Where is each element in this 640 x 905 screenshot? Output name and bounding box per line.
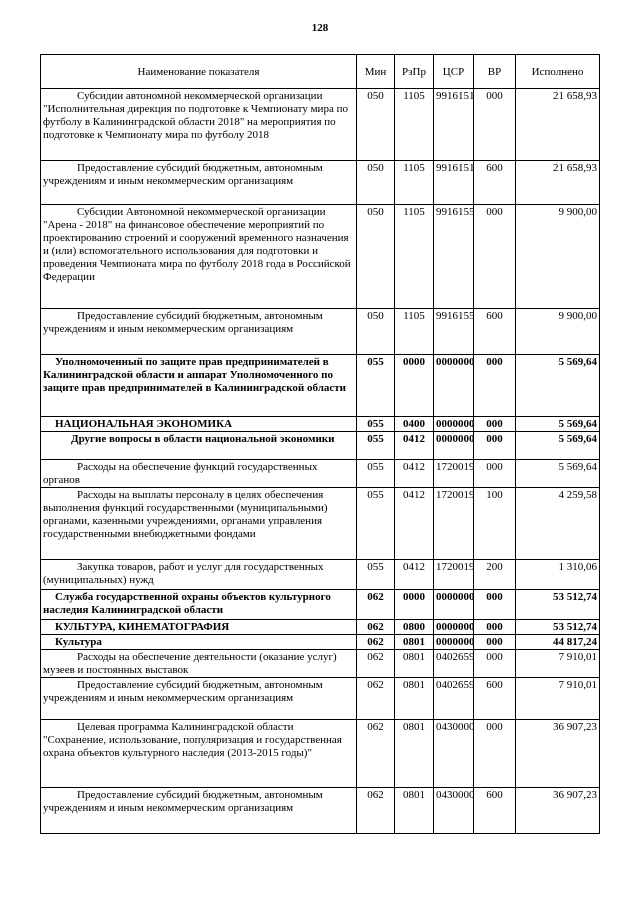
table-row [41, 460, 600, 488]
table-row [41, 205, 600, 309]
row-executed: 5 569,64 [516, 417, 600, 432]
row-vr: 000 [474, 720, 516, 788]
row-name: Расходы на обеспечение функций государственных органов [41, 460, 357, 488]
row-min: 055 [357, 355, 395, 417]
row-csr: 1720019 [434, 460, 474, 488]
row-csr: 0000000 [434, 432, 474, 460]
row-min: 062 [357, 788, 395, 834]
header-rzpr: РзПр [395, 55, 434, 89]
row-csr: 1720019 [434, 560, 474, 590]
row-name: Предоставление субсидий бюджетным, автономным учреждениям и иным некоммерческим организациям [41, 161, 357, 205]
row-vr: 000 [474, 620, 516, 635]
page-number: 128 [311, 22, 329, 34]
row-min: 055 [357, 432, 395, 460]
table-row [41, 417, 600, 432]
row-name: Закупка товаров, работ и услуг для государственных (муниципальных) нужд [41, 560, 357, 590]
row-name: Другие вопросы в области национальной экономики [41, 432, 357, 460]
row-rzpr: 1105 [395, 89, 434, 161]
row-executed: 7 910,01 [516, 678, 600, 720]
table-row [41, 590, 600, 620]
row-executed: 5 569,64 [516, 460, 600, 488]
row-rzpr: 0412 [395, 560, 434, 590]
row-rzpr: 0412 [395, 488, 434, 560]
row-rzpr: 0801 [395, 788, 434, 834]
row-csr: 0000000 [434, 417, 474, 432]
row-vr: 000 [474, 460, 516, 488]
row-min: 062 [357, 650, 395, 678]
row-executed: 21 658,93 [516, 89, 600, 161]
row-rzpr: 1105 [395, 309, 434, 355]
row-executed: 53 512,74 [516, 620, 600, 635]
row-vr: 100 [474, 488, 516, 560]
row-min: 062 [357, 620, 395, 635]
row-csr: 0430000 [434, 788, 474, 834]
row-min: 062 [357, 720, 395, 788]
row-vr: 000 [474, 89, 516, 161]
row-min: 062 [357, 635, 395, 650]
table-row [41, 355, 600, 417]
row-name: Целевая программа Калининградской области "Сохранение, использование, популяризация и государственная охрана объектов культурного наследия (2013-2015 годы)" [41, 720, 357, 788]
row-csr: 9916151 [434, 89, 474, 161]
row-min: 055 [357, 560, 395, 590]
row-rzpr: 0800 [395, 620, 434, 635]
row-csr: 0000000 [434, 620, 474, 635]
row-csr: 0000000 [434, 635, 474, 650]
row-csr: 0402659 [434, 650, 474, 678]
row-vr: 600 [474, 309, 516, 355]
row-csr: 0000000 [434, 355, 474, 417]
row-min: 055 [357, 488, 395, 560]
row-vr: 000 [474, 635, 516, 650]
row-min: 055 [357, 460, 395, 488]
row-csr: 0430000 [434, 720, 474, 788]
row-name: Служба государственной охраны объектов культурного наследия Калининградской области [41, 590, 357, 620]
table-row [41, 678, 600, 720]
row-executed: 9 900,00 [516, 309, 600, 355]
row-csr: 0000000 [434, 590, 474, 620]
row-name: Предоставление субсидий бюджетным, автономным учреждениям и иным некоммерческим организациям [41, 309, 357, 355]
row-name: Расходы на выплаты персоналу в целях обеспечения выполнения функций государственными (муниципальными) органами, казенными учреждениями, органами управления государственными внебюджетными фондами [41, 488, 357, 560]
table-row [41, 635, 600, 650]
row-name: Субсидии автономной некоммерческой организации "Исполнительная дирекция по подготовке к Чемпионату мира по футболу в Калининградской области 2018" на мероприятия по подготовке к Чемпионату мира по футболу 2018 [41, 89, 357, 161]
row-name: Предоставление субсидий бюджетным, автономным учреждениям и иным некоммерческим организациям [41, 788, 357, 834]
row-name: КУЛЬТУРА, КИНЕМАТОГРАФИЯ [41, 620, 357, 635]
table-row [41, 560, 600, 590]
row-executed: 9 900,00 [516, 205, 600, 309]
row-vr: 000 [474, 417, 516, 432]
row-executed: 5 569,64 [516, 355, 600, 417]
row-vr: 000 [474, 650, 516, 678]
row-executed: 5 569,64 [516, 432, 600, 460]
table-row [41, 650, 600, 678]
row-vr: 000 [474, 432, 516, 460]
row-csr: 9916151 [434, 161, 474, 205]
row-min: 050 [357, 205, 395, 309]
table-row [41, 309, 600, 355]
row-min: 050 [357, 89, 395, 161]
row-rzpr: 0801 [395, 635, 434, 650]
row-vr: 000 [474, 355, 516, 417]
row-executed: 4 259,58 [516, 488, 600, 560]
row-executed: 44 817,24 [516, 635, 600, 650]
table-row [41, 161, 600, 205]
row-rzpr: 0000 [395, 590, 434, 620]
table-row [41, 720, 600, 788]
row-rzpr: 1105 [395, 205, 434, 309]
row-rzpr: 0801 [395, 720, 434, 788]
row-vr: 000 [474, 590, 516, 620]
budget-table [40, 54, 600, 834]
row-rzpr: 0412 [395, 460, 434, 488]
table-row [41, 89, 600, 161]
header-min: Мин [357, 55, 395, 89]
row-rzpr: 1105 [395, 161, 434, 205]
row-min: 062 [357, 590, 395, 620]
header-executed: Исполнено [516, 55, 600, 89]
row-executed: 7 910,01 [516, 650, 600, 678]
row-csr: 9916155 [434, 205, 474, 309]
row-rzpr: 0400 [395, 417, 434, 432]
row-executed: 36 907,23 [516, 720, 600, 788]
row-name: Предоставление субсидий бюджетным, автономным учреждениям и иным некоммерческим организациям [41, 678, 357, 720]
row-min: 055 [357, 417, 395, 432]
row-name: Культура [41, 635, 357, 650]
row-rzpr: 0801 [395, 678, 434, 720]
row-rzpr: 0801 [395, 650, 434, 678]
table-row [41, 620, 600, 635]
row-vr: 600 [474, 161, 516, 205]
row-name: НАЦИОНАЛЬНАЯ ЭКОНОМИКА [41, 417, 357, 432]
row-name: Уполномоченный по защите прав предпринимателей в Калининградской области и аппарат Уполномоченного по защите прав предпринимателей в Калининградской области [41, 355, 357, 417]
row-vr: 200 [474, 560, 516, 590]
row-csr: 0402659 [434, 678, 474, 720]
row-min: 050 [357, 309, 395, 355]
row-rzpr: 0000 [395, 355, 434, 417]
header-name: Наименование показателя [41, 55, 357, 89]
header-vr: ВР [474, 55, 516, 89]
row-executed: 53 512,74 [516, 590, 600, 620]
row-vr: 600 [474, 788, 516, 834]
row-min: 050 [357, 161, 395, 205]
table-row [41, 432, 600, 460]
header-csr: ЦСР [434, 55, 474, 89]
row-executed: 36 907,23 [516, 788, 600, 834]
row-vr: 000 [474, 205, 516, 309]
row-name: Субсидии Автономной некоммерческой организации "Арена - 2018" на финансовое обеспечение мероприятий по проектированию строений и сооружений временного назначения и (или) вспомогательного использования для подготовки и проведения Чемпионата мира по футболу 2018 года в Российской Федерации [41, 205, 357, 309]
table-row [41, 488, 600, 560]
row-name: Расходы на обеспечение деятельности (оказание услуг) музеев и постоянных выставок [41, 650, 357, 678]
row-min: 062 [357, 678, 395, 720]
row-executed: 21 658,93 [516, 161, 600, 205]
row-executed: 1 310,06 [516, 560, 600, 590]
row-rzpr: 0412 [395, 432, 434, 460]
row-csr: 9916155 [434, 309, 474, 355]
row-vr: 600 [474, 678, 516, 720]
table-header-row [41, 55, 600, 89]
row-csr: 1720019 [434, 488, 474, 560]
table-row [41, 788, 600, 834]
